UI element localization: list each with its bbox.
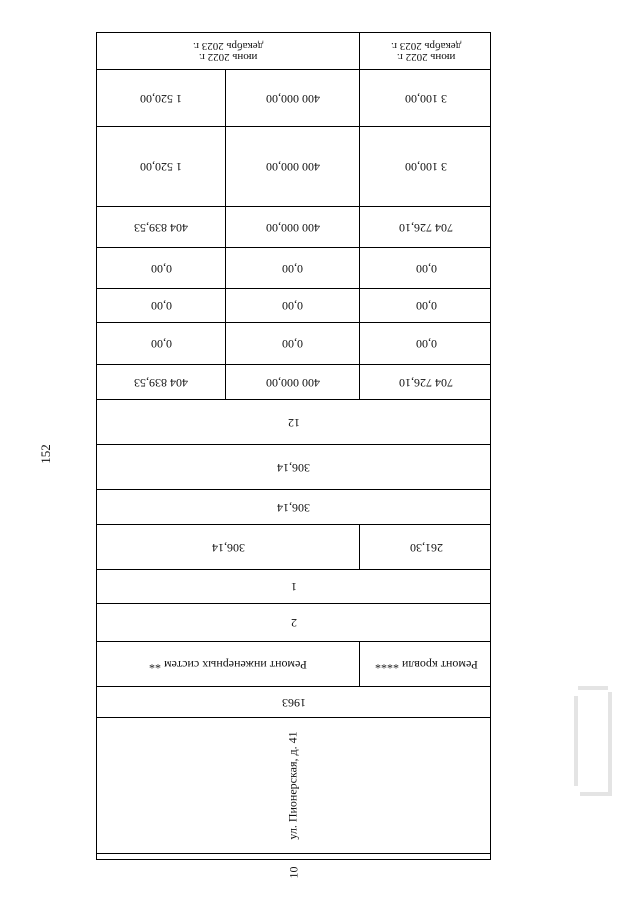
table-row	[97, 289, 490, 323]
table-cell: 0,00	[97, 323, 226, 364]
table-cell: 704 726,10	[399, 375, 453, 390]
area-split-row	[97, 525, 490, 570]
table-cell: 0,00	[97, 289, 226, 322]
area-total-cell: 306,14	[277, 460, 310, 475]
page-number: 152	[38, 444, 53, 464]
area-total-2-cell: 306,14	[277, 500, 310, 515]
area-systems-cell: 306,14	[97, 525, 360, 569]
table-cell: 400 000,00	[226, 207, 360, 247]
table-cell: 3 100,00	[405, 160, 447, 174]
table-row	[97, 365, 490, 400]
table-cell: 0,00	[415, 299, 437, 313]
count-2-cell: 2	[290, 616, 297, 630]
table-row	[97, 127, 490, 207]
scan-artifact	[574, 686, 614, 798]
table-cell: 404 839,53	[97, 207, 226, 247]
count-1-row	[97, 570, 490, 604]
table-cell: 0,00	[415, 337, 437, 351]
area-roof-cell: 261,30	[409, 540, 443, 555]
table-cell: 3 100,00	[405, 91, 447, 106]
floors-cell: 12	[287, 415, 300, 430]
table-cell: 0,00	[226, 323, 360, 364]
year-row	[97, 687, 490, 718]
table-cell: 400 000,00	[226, 127, 360, 206]
header-period-left-line1: июнь 2022 г.	[198, 51, 258, 63]
table-cell: 404 839,53	[97, 365, 226, 399]
schedule-table	[96, 32, 491, 879]
table-row	[97, 70, 490, 127]
table-row	[97, 323, 490, 365]
header-period-left-line2: декабрь 2023 г.	[192, 40, 264, 52]
floors-row	[97, 400, 490, 445]
header-period-right-line2: декабрь 2023 г.	[390, 40, 462, 52]
table-row	[97, 248, 490, 289]
table-cell: 0,00	[415, 261, 437, 276]
index-row	[97, 854, 490, 891]
address-cell: ул. Пионерская, д. 41	[285, 731, 300, 840]
table-cell: 704 726,10	[399, 220, 453, 235]
area-total-2-row	[97, 490, 490, 525]
address-row	[97, 718, 490, 854]
table-row	[97, 207, 490, 248]
header-period-left	[97, 33, 360, 69]
table-cell: 0,00	[97, 248, 226, 288]
header-row	[97, 33, 490, 70]
index-cell: 10	[286, 866, 300, 879]
table-cell: 400 000,00	[226, 365, 360, 399]
area-total-row	[97, 445, 490, 490]
count-2-row	[97, 604, 490, 642]
work-types-row	[97, 642, 490, 687]
table-cell: 1 520,00	[97, 127, 226, 206]
header-period-right-line1: июнь 2022 г.	[396, 51, 456, 63]
year-cell: 1963	[281, 695, 306, 710]
table-cell: 0,00	[226, 289, 360, 322]
header-period-right	[360, 33, 492, 69]
work-type-systems: Ремонт инженерных систем **	[97, 642, 360, 686]
table-cell: 0,00	[226, 248, 360, 288]
count-1-cell: 1	[290, 580, 297, 594]
work-type-roof: Ремонт кровли ****	[374, 657, 478, 672]
table-cell: 1 520,00	[97, 70, 226, 126]
table-cell: 400 000,00	[226, 70, 360, 126]
